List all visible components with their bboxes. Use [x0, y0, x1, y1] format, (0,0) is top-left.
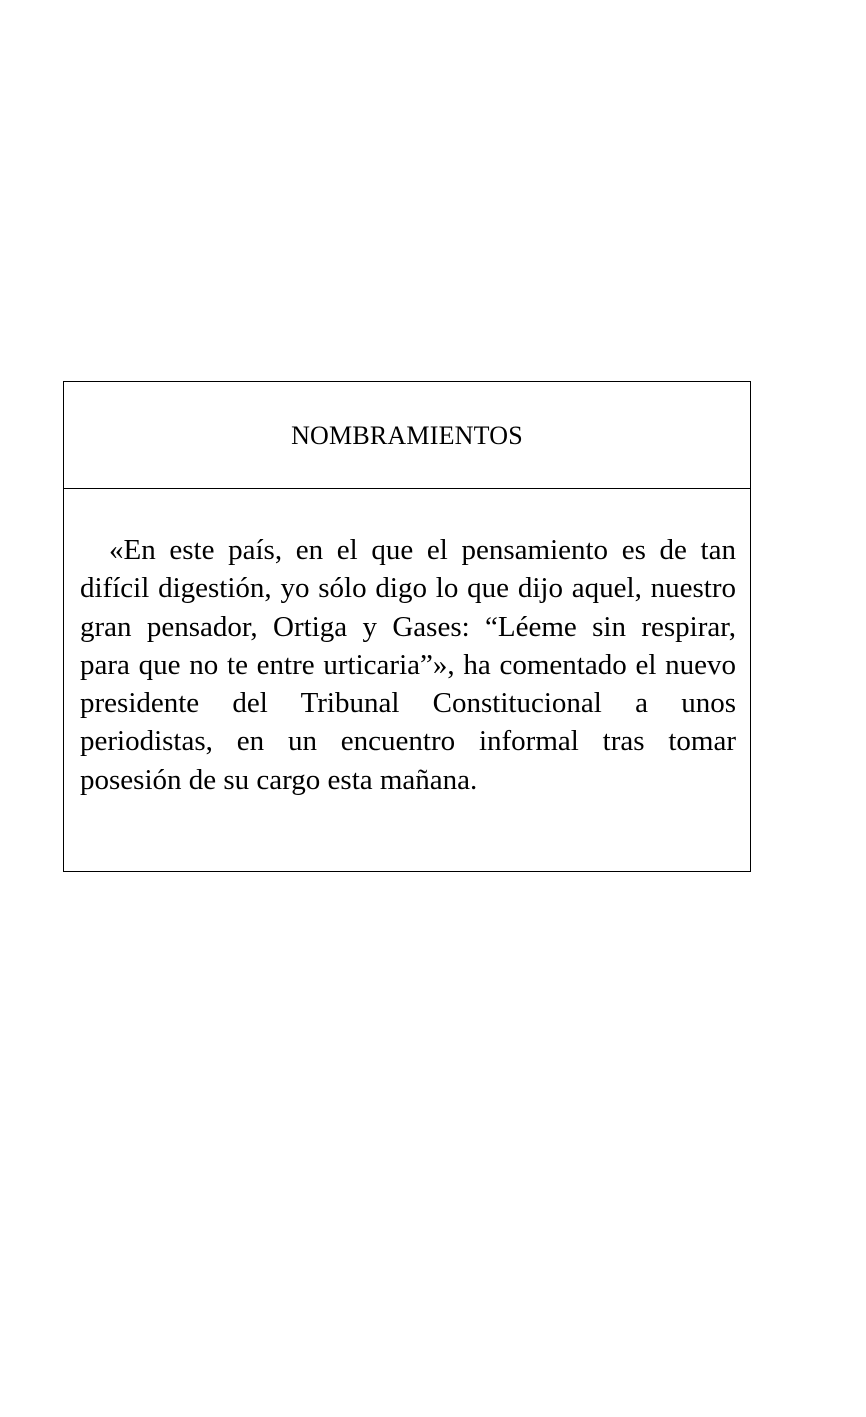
box-header — [64, 382, 750, 489]
body-paragraph: «En este país, en el que el pensamiento es de tan difícil digestión, yo sólo digo lo que dijo aquel, nuestro gran pensador, Ortiga y Gases: “Léeme sin respirar, para que no te entre urticaria”», ha comentado el nuevo presidente del Tribunal Constitucional a unos periodistas, en un encuentro informal tras tomar posesión de su cargo esta mañana. — [80, 534, 736, 796]
box-title: NOMBRAMIENTOS — [291, 421, 523, 450]
box-body — [64, 489, 750, 799]
news-box — [63, 381, 751, 872]
